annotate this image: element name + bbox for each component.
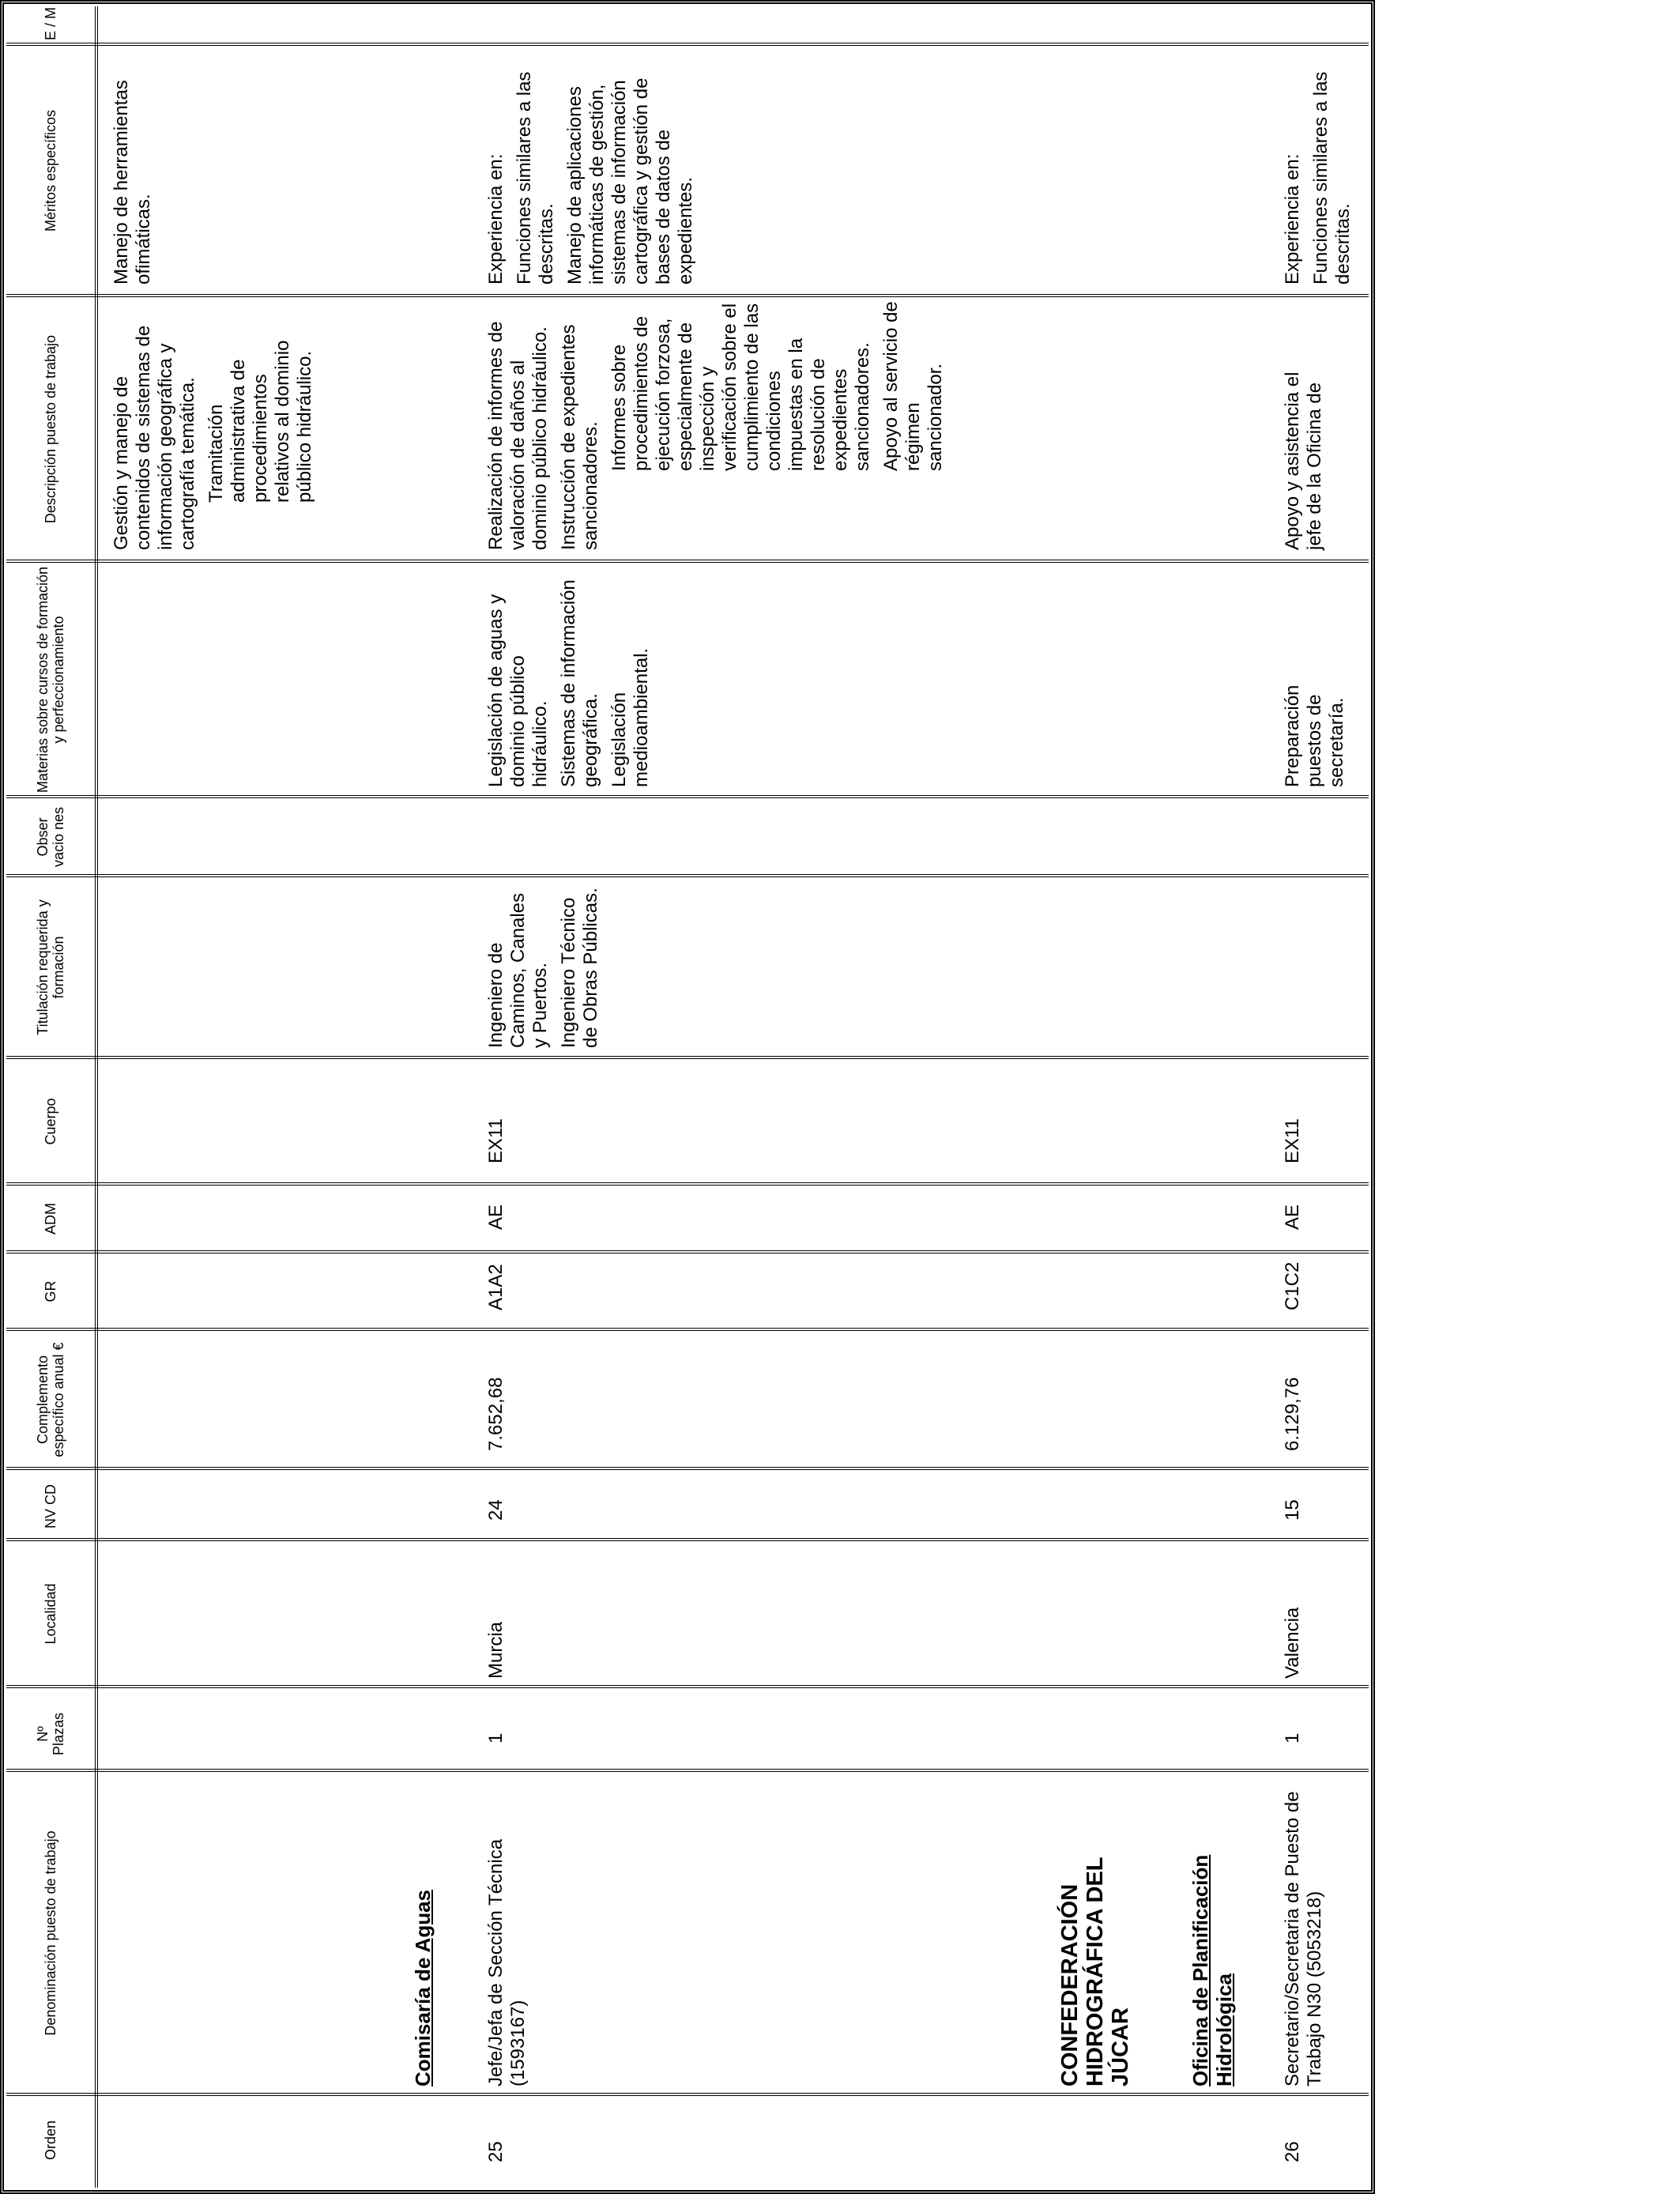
row25-titulacion xyxy=(485,882,608,1048)
col-divider xyxy=(6,1182,1369,1186)
row26-denominacion: Secretario/Secretaria de Puesto de Trabajo N30 (5053218) xyxy=(1282,1791,1325,2087)
header-nivel: NV CD xyxy=(43,1484,58,1529)
materia-item: Legislación medioambiental. xyxy=(608,647,652,787)
row26-orden: 26 xyxy=(1282,2141,1303,2162)
row26-meritos xyxy=(1282,55,1361,285)
header-meritos: Méritos específicos xyxy=(43,109,58,232)
row25-descripcion xyxy=(485,300,953,550)
materia-item: Sistemas de información geográfica. xyxy=(558,579,601,787)
header-adm: ADM xyxy=(43,1203,58,1235)
row25-cuerpo: EX11 xyxy=(485,1118,507,1163)
header-materias: Materias sobre cursos de formación y perfeccionamiento xyxy=(35,566,66,794)
desc-paragraph: Apoyo al servicio de régimen sancionador. xyxy=(880,301,946,471)
merit-paragraph: Funciones similares a las descritas. xyxy=(1310,71,1354,285)
row26-plazas: 1 xyxy=(1282,1732,1303,1744)
col-divider xyxy=(6,560,1369,563)
row25-localidad: Murcia xyxy=(485,1621,507,1679)
titulacion-item: Ingeniero de Caminos, Canales y Puertos. xyxy=(485,892,551,1048)
col-divider xyxy=(6,1685,1369,1688)
row25-gr: A1A2 xyxy=(485,1264,507,1310)
header-em: E / M xyxy=(43,7,58,41)
continuation-descripcion xyxy=(111,300,322,550)
header-localidad: Localidad xyxy=(43,1583,58,1645)
merit-paragraph: Experiencia en: xyxy=(485,153,507,285)
header-titulacion: Titulación requerida y formación xyxy=(35,899,66,1035)
header-gr: GR xyxy=(43,1280,58,1302)
header-orden: Orden xyxy=(43,2120,58,2161)
row25-denominacion: Jefe/Jefa de Sección Técnica (1593167) xyxy=(485,1838,529,2087)
section-oficina: Oficina de Planificación Hidrológica xyxy=(1188,1854,1236,2087)
header-observaciones: Obser vacio nes xyxy=(35,806,66,868)
header-plazas: Nº Plazas xyxy=(35,1712,66,1756)
row26-gr: C1C2 xyxy=(1282,1261,1303,1310)
header-denominacion: Denominación puesto de trabajo xyxy=(43,1830,58,2036)
row26-materias xyxy=(1282,661,1354,787)
col-divider xyxy=(6,43,1369,46)
row25-complemento: 7.652,68 xyxy=(485,1377,507,1451)
row26-complemento: 6.129,76 xyxy=(1282,1377,1303,1451)
materia-item: Legislación de aguas y dominio público hidráulico. xyxy=(485,594,551,787)
col-divider xyxy=(6,2093,1369,2096)
row26-localidad: Valencia xyxy=(1282,1607,1303,1679)
merit-paragraph: Manejo de herramientas ofimáticas. xyxy=(111,80,154,285)
col-divider xyxy=(6,1056,1369,1059)
row26-adm: AE xyxy=(1282,1204,1303,1230)
col-divider xyxy=(6,294,1369,297)
header-complemento: Complemento específico anual € xyxy=(35,1342,66,1457)
section-confederacion: CONFEDERACIÓN HIDROGRÁFICA DEL JÚCAR xyxy=(1057,1857,1133,2087)
header-descripcion: Descripción puesto de trabajo xyxy=(43,334,58,524)
row26-cuerpo: EX11 xyxy=(1282,1118,1303,1163)
row25-orden: 25 xyxy=(485,2141,507,2162)
col-divider xyxy=(6,1328,1369,1331)
row26-descripcion xyxy=(1282,345,1332,550)
row25-materias xyxy=(485,566,659,787)
desc-paragraph: Informes sobre procedimientos de ejecución forzosa, especialmente de inspección y verificación sobre el cumplimiento de las condiciones impuestas en la resolución de expedientes sancionadores. xyxy=(608,303,873,471)
materia-item: Preparación puestos de secretaría. xyxy=(1282,684,1347,787)
row25-adm: AE xyxy=(485,1204,507,1230)
merit-paragraph: Manejo de aplicaciones informáticas de gestión, sistemas de información cartográfica y gestión de bases de datos de expedientes. xyxy=(564,77,696,285)
col-divider xyxy=(6,874,1369,877)
row25-plazas: 1 xyxy=(485,1732,507,1744)
header-titulacion-wrap xyxy=(11,880,90,1054)
desc-paragraph: Realización de informes de valoración de daños al dominio público hidráulico. xyxy=(485,321,551,550)
merit-paragraph: Experiencia en: xyxy=(1282,153,1303,285)
col-divider xyxy=(6,1467,1369,1470)
titulacion-item: Ingeniero Técnico de Obras Públicas. xyxy=(558,888,601,1048)
desc-paragraph: Instrucción de expedientes sancionadores. xyxy=(558,324,601,550)
section-comisaria: Comisaría de Aguas xyxy=(411,1889,435,2087)
col-divider xyxy=(6,795,1369,798)
col-divider xyxy=(6,1538,1369,1541)
header-divider xyxy=(95,6,98,2188)
desc-paragraph: Tramitación administrativa de procedimientos relativos al dominio público hidráulico. xyxy=(205,340,315,503)
col-divider xyxy=(6,1769,1369,1772)
merit-paragraph: Funciones similares a las descritas. xyxy=(514,71,557,285)
row25-nivel: 24 xyxy=(485,1499,507,1521)
row25-meritos xyxy=(485,55,703,285)
col-divider xyxy=(6,1250,1369,1253)
row26-nivel: 15 xyxy=(1282,1499,1303,1521)
continuation-meritos xyxy=(111,55,161,285)
desc-paragraph: Gestión y manejo de contenidos de sistemas de información geográfica y cartografía temática. xyxy=(111,325,198,550)
desc-paragraph: Apoyo y asistencia el jefe de la Oficina de xyxy=(1282,371,1325,550)
header-cuerpo: Cuerpo xyxy=(43,1098,58,1145)
